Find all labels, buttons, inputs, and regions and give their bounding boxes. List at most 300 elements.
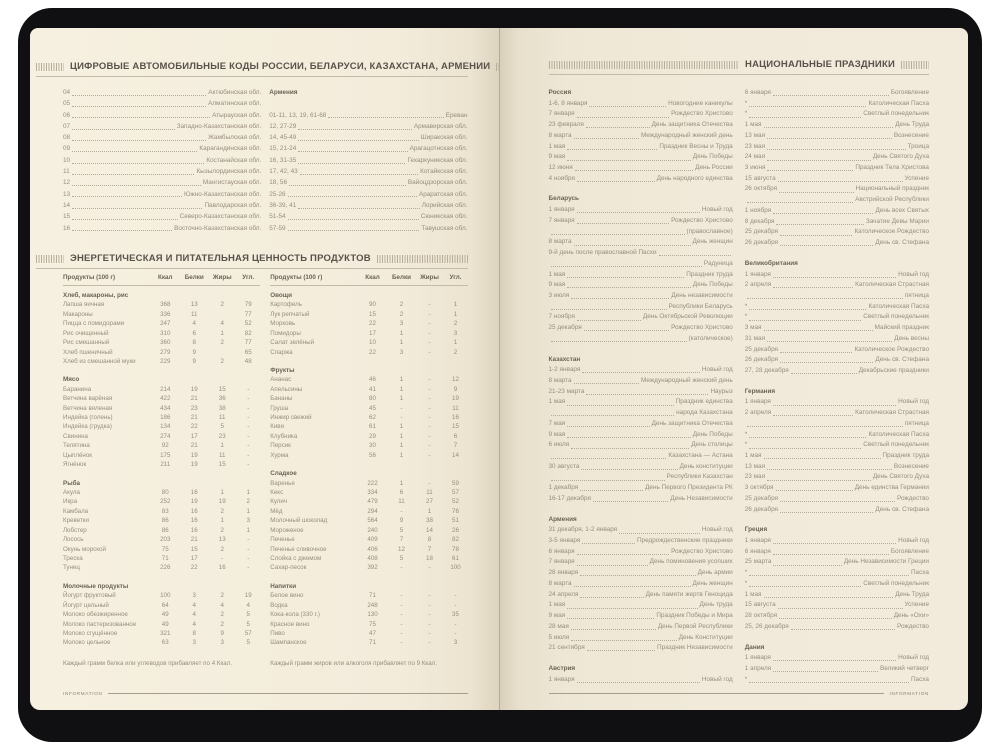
region-name: Тавушская обл. (421, 224, 468, 232)
food-name: Камбала (63, 507, 89, 515)
holiday-name: Новый год (701, 206, 733, 214)
food-value: 29 (369, 432, 376, 440)
code-value: 01-11, 13, 19, 61-68 (269, 111, 327, 119)
dotted-leader (577, 117, 669, 118)
code-value: 15, 21-24 (269, 145, 297, 153)
holiday-date: * (744, 110, 748, 118)
food-value: 1 (453, 301, 458, 309)
holiday-date: * (744, 441, 748, 449)
dotted-leader (581, 469, 677, 470)
food-row (63, 507, 260, 516)
food-value: 64 (161, 601, 169, 609)
holiday-name: День конституции (679, 462, 733, 470)
holiday-name: День Победы (692, 430, 733, 438)
holiday-row (745, 653, 929, 664)
food-value: 1 (220, 329, 224, 337)
holiday-date: 21-23 марта (548, 387, 585, 395)
food-value: 240 (367, 526, 378, 534)
holiday-row (549, 622, 733, 633)
food-value: - (247, 545, 250, 553)
food-row (270, 310, 467, 319)
food-value: 11 (191, 310, 198, 318)
food-value: - (247, 442, 250, 450)
holiday-row (549, 536, 733, 547)
holiday-row (549, 387, 733, 398)
dotted-leader (72, 140, 206, 141)
food-value: 15 (190, 545, 198, 553)
food-group (63, 479, 260, 573)
dotted-leader (574, 383, 639, 384)
food-value: 8 (192, 339, 196, 347)
holidays-column-right (745, 88, 929, 685)
dotted-leader (586, 127, 650, 128)
food-row (63, 385, 260, 394)
holiday-row (745, 217, 929, 228)
holiday-date: 25, 26 декабря (744, 622, 789, 630)
holiday-name: Праздник Весны и Труда (659, 142, 733, 150)
food-value: 92 (161, 442, 169, 450)
footer-label: INFORMATION (63, 691, 103, 696)
holiday-date: 7 января (548, 558, 575, 566)
holiday-row (745, 579, 929, 590)
column-header: Продукты (100 г) (270, 274, 323, 281)
dotted-leader (780, 245, 873, 246)
code-row (269, 223, 467, 234)
code-value: 12 (63, 179, 71, 187)
dotted-leader (773, 213, 873, 214)
food-value: 321 (160, 629, 171, 637)
food-value: 10 (369, 339, 376, 347)
region-name: Котайкская обл. (420, 168, 468, 176)
holiday-name: День поминовения усопших (649, 558, 733, 566)
dotted-leader (571, 448, 689, 449)
code-value: 11 (63, 168, 70, 176)
food-row (270, 591, 467, 600)
food-value: 57 (244, 629, 252, 637)
holiday-name: День независимости (671, 291, 733, 299)
holiday-row (745, 174, 929, 185)
footer-label: INFORMATION (889, 691, 929, 696)
holiday-row (549, 109, 733, 120)
food-value: 9 (220, 629, 224, 637)
food-value: - (400, 611, 403, 619)
food-value: - (247, 395, 250, 403)
food-value: 71 (369, 639, 376, 647)
code-row (269, 155, 467, 166)
holiday-name: Казахстана — Астана (668, 452, 733, 459)
holiday-name: День защитника Отечества (651, 121, 733, 129)
region-name: Армавирская обл. (413, 122, 468, 130)
holiday-name: Новый год (898, 270, 929, 278)
holiday-date: 1 мая (548, 270, 566, 278)
holiday-date: 9 мая (548, 153, 566, 161)
holiday-name: Богоявление (890, 547, 929, 555)
food-value: 16 (218, 564, 226, 572)
holiday-name: Новый год (701, 675, 733, 683)
holiday-name: Рождество (896, 494, 929, 502)
code-row (63, 132, 261, 143)
food-value: 1 (220, 517, 224, 525)
code-value: 07 (63, 122, 71, 130)
holiday-row (549, 323, 733, 334)
holiday-name: Новый год (701, 526, 733, 534)
food-group (63, 582, 260, 648)
food-row (270, 422, 467, 431)
dotted-leader (298, 163, 405, 164)
nutrition-section-header (36, 252, 468, 265)
food-value: 23 (190, 404, 198, 412)
holiday-row (745, 590, 929, 601)
food-row (63, 563, 260, 572)
holiday-row (745, 419, 929, 430)
food-value: 11 (219, 451, 226, 459)
holiday-name: Международный женский день (641, 376, 733, 384)
nutrition-columns (63, 269, 468, 667)
code-value: 12, 27-29 (269, 122, 297, 130)
food-name: Индейка (голень) (63, 414, 113, 422)
holiday-row (745, 483, 929, 494)
food-value: 49 (161, 611, 169, 619)
country-group (549, 88, 733, 184)
holiday-name: Светлый понедельник (863, 110, 929, 118)
holiday-date: 9-й день после православной Пасхи (548, 249, 657, 257)
food-value: 9 (399, 517, 404, 525)
food-value: 1 (399, 395, 404, 403)
food-value: 1 (399, 423, 404, 431)
food-row (270, 638, 467, 647)
holiday-row (549, 600, 733, 611)
holiday-name: Майский праздник (874, 324, 929, 332)
food-value: - (247, 404, 250, 412)
nutrition-column-left (63, 269, 260, 667)
food-value: 13 (218, 536, 226, 544)
food-row (270, 413, 467, 422)
holiday-date: 6 января (744, 89, 771, 96)
holiday-row (549, 291, 733, 302)
dotted-leader (551, 415, 675, 416)
food-value: 1 (453, 339, 458, 347)
food-value: - (247, 385, 250, 393)
food-value: 4 (192, 320, 196, 328)
holiday-date: 28 января (548, 569, 579, 577)
food-name: Белое вино (270, 592, 304, 600)
page-footer (549, 691, 930, 696)
food-value: - (428, 629, 431, 637)
holiday-date: 1 апреля (744, 664, 772, 672)
food-value: 5 (399, 526, 404, 534)
food-name: Инжир свежий (270, 414, 312, 422)
holidays-section-title: НАЦИОНАЛЬНЫЕ ПРАЗДНИКИ (745, 59, 895, 70)
holiday-name: День России (695, 164, 733, 172)
holiday-name: Католическая Страстная (855, 281, 929, 289)
food-row (63, 610, 260, 619)
region-name: Костанайская обл. (206, 156, 262, 164)
food-value: - (454, 620, 457, 628)
food-value: 1 (220, 442, 224, 450)
food-row (270, 629, 467, 638)
food-value: 564 (367, 517, 378, 525)
holiday-name: Светлый понедельник (863, 441, 929, 449)
codes-rows (269, 110, 467, 234)
dotted-leader (767, 160, 871, 161)
holiday-date: 26 октября (744, 185, 778, 193)
column-header: Белки (391, 274, 412, 281)
holiday-date: 9 мая (548, 612, 566, 620)
food-value: 409 (367, 536, 378, 544)
holiday-date: 3 мая (744, 324, 762, 332)
dotted-leader (764, 127, 894, 128)
food-name: Молоко обезжиренное (63, 611, 128, 619)
food-group-title: Фрукты (270, 366, 295, 374)
holiday-name: народа Казахстана (676, 409, 733, 417)
codes-column-kazakhstan (63, 87, 261, 234)
holiday-date: 7 января (548, 110, 575, 118)
food-row (270, 385, 467, 394)
food-value: - (428, 592, 431, 600)
dotted-leader (584, 330, 669, 331)
code-row (63, 200, 261, 211)
region-name: Северо-Казахстанская обл. (179, 213, 262, 221)
food-name: Мёд (270, 507, 283, 515)
food-value: 247 (160, 320, 171, 328)
food-name: Хлеб из смешанной муки (63, 357, 136, 365)
food-value: - (454, 592, 457, 600)
food-name: Пиво (270, 629, 285, 637)
food-value: 229 (160, 357, 171, 365)
holiday-row (549, 483, 733, 494)
food-value: - (247, 554, 250, 562)
codes-columns (63, 87, 468, 234)
country-group (745, 525, 929, 632)
dotted-leader (574, 138, 639, 139)
food-row (63, 319, 260, 328)
holiday-row (745, 291, 929, 302)
dotted-leader (567, 437, 691, 438)
dotted-leader (72, 117, 210, 118)
dotted-leader (328, 117, 443, 118)
food-value: 2 (453, 320, 458, 328)
dotted-leader (551, 309, 667, 310)
food-value: 274 (160, 432, 171, 440)
country-group (745, 643, 929, 686)
food-name: Кекс (270, 489, 284, 497)
holiday-name: Праздник труда (686, 270, 733, 278)
holiday-date: * (744, 430, 748, 438)
food-value: 45 (369, 404, 376, 412)
food-value: 4 (192, 601, 196, 609)
food-group (63, 291, 260, 366)
food-row (270, 610, 467, 619)
food-value: 368 (160, 301, 171, 309)
code-value: 14, 45-49 (269, 134, 297, 142)
food-value: 71 (161, 554, 169, 562)
food-row (63, 413, 260, 422)
food-value: - (400, 404, 403, 412)
food-value: 19 (218, 498, 226, 506)
food-row (63, 329, 260, 338)
food-value: - (428, 442, 431, 450)
holiday-row (549, 227, 733, 238)
holiday-name: День всех Святых (875, 206, 929, 214)
holiday-date: 7 января (548, 216, 575, 224)
food-row (270, 479, 467, 488)
holiday-name: День «Охи» (893, 612, 929, 620)
dotted-leader (791, 629, 895, 630)
holiday-name: Праздник единства (675, 398, 733, 406)
dotted-leader (582, 543, 635, 544)
food-value: - (247, 432, 250, 440)
food-value: 1 (399, 479, 404, 487)
holiday-row (745, 88, 929, 99)
holiday-row (549, 397, 733, 408)
food-row (270, 432, 467, 441)
holiday-name: Австрийской Республики (855, 196, 929, 204)
nutrition-column-headers (270, 273, 467, 286)
code-value: 13 (63, 190, 71, 198)
dotted-leader (298, 140, 418, 141)
holiday-date: 26 декабря (744, 505, 779, 513)
holiday-name: День весны (894, 334, 929, 342)
code-row (63, 121, 261, 132)
holiday-date: 1 ноября (744, 206, 772, 214)
food-value: 16 (190, 517, 198, 525)
nutrition-section (36, 252, 468, 667)
holiday-date: 28 мая (548, 622, 569, 630)
holiday-name: Светлый понедельник (863, 313, 929, 321)
dotted-leader (567, 277, 684, 278)
holiday-row (549, 205, 733, 216)
holiday-date: 1 января (744, 270, 771, 278)
food-value: 3 (453, 329, 458, 337)
food-name: Красное вино (270, 620, 310, 628)
food-name: Ветчина варёная (63, 395, 113, 403)
dotted-leader (72, 185, 201, 186)
holiday-date: 24 апреля (548, 590, 579, 598)
code-value: 15 (63, 213, 71, 221)
food-row (270, 348, 467, 357)
food-value: 52 (244, 320, 252, 328)
food-row (270, 563, 467, 572)
holiday-date: 26 декабря (744, 239, 779, 247)
holiday-date: 3 июня (744, 164, 766, 172)
food-value: 5 (220, 423, 224, 431)
food-value: 22 (369, 348, 376, 356)
food-value (208, 310, 236, 319)
hatch-ornament-icon (377, 255, 468, 263)
food-value: - (428, 620, 431, 628)
holiday-name: День единства Германии (854, 484, 929, 492)
code-row (63, 177, 261, 188)
holiday-date: 8 марта (548, 376, 572, 384)
food-name: Кулич (270, 498, 288, 506)
holiday-row (549, 451, 733, 462)
dotted-leader (72, 106, 206, 107)
holiday-row (745, 440, 929, 451)
food-value: - (400, 601, 403, 609)
country-header: Австрия (548, 664, 576, 672)
food-value: 11 (452, 404, 459, 412)
food-value: 78 (452, 545, 459, 553)
holiday-row (549, 270, 733, 281)
region-name: Павлодарская обл. (204, 201, 262, 209)
food-value: 77 (244, 339, 252, 347)
holiday-row (745, 302, 929, 313)
dotted-leader (72, 230, 172, 231)
food-name: Лобстер (63, 526, 87, 534)
food-value: 2 (220, 339, 224, 347)
food-value: 100 (450, 564, 461, 572)
holiday-date: 1 мая (744, 452, 762, 459)
food-value: 79 (244, 301, 252, 309)
holiday-row (745, 664, 929, 675)
food-value: - (428, 320, 431, 328)
code-value: 51-54 (269, 213, 286, 221)
food-value: 15 (369, 310, 376, 318)
food-value: 48 (244, 357, 252, 365)
holiday-date: 7 мая (548, 419, 566, 427)
food-value: 23 (218, 432, 226, 440)
holiday-row (745, 99, 929, 110)
country-group (745, 88, 929, 249)
holiday-row (745, 280, 929, 291)
food-name: Персик (270, 442, 291, 450)
hatch-ornament-icon (549, 61, 740, 69)
holiday-row (549, 494, 733, 505)
holiday-date: 13 мая (744, 462, 766, 470)
food-value: 65 (244, 348, 252, 356)
dotted-leader (288, 219, 419, 220)
holiday-date: 15 августа (744, 601, 776, 609)
holiday-row (549, 590, 733, 601)
food-value: 252 (160, 498, 171, 506)
dotted-leader (577, 181, 655, 182)
food-row (63, 526, 260, 535)
dotted-leader (574, 586, 691, 587)
food-value: 392 (367, 564, 378, 572)
code-row (63, 166, 261, 177)
code-value: 36-39, 41 (269, 201, 297, 209)
codes-section-header (36, 60, 491, 73)
food-value: 6 (453, 432, 458, 440)
dotted-leader (779, 618, 892, 619)
food-value: 186 (160, 414, 171, 422)
region-name: Лорийская обл. (421, 201, 468, 209)
food-value: 52 (452, 498, 459, 506)
holiday-name: Католическая Пасха (868, 99, 929, 107)
holiday-name: Новый год (898, 654, 929, 662)
region-name: Западно-Казахстанская обл. (176, 122, 262, 130)
food-value: 422 (160, 395, 171, 403)
food-value: 5 (246, 639, 250, 647)
holiday-name: Троица (907, 142, 929, 150)
holiday-name: Рождество (896, 622, 929, 630)
open-pages (30, 28, 968, 710)
food-name: Молоко цельное (63, 639, 111, 647)
dotted-leader (72, 151, 197, 152)
food-value: 334 (367, 489, 378, 497)
food-value: 21 (190, 536, 198, 544)
dotted-leader (288, 230, 420, 231)
holiday-row (745, 345, 929, 356)
food-value: 57 (452, 489, 459, 497)
holiday-date: 15 августа (744, 174, 776, 182)
holiday-row (745, 163, 929, 174)
car-codes-section (36, 60, 491, 234)
food-value: - (400, 564, 403, 572)
food-row (270, 620, 467, 629)
holiday-name: Республики Казахстан (666, 473, 733, 481)
code-value: 17, 42, 43 (269, 168, 298, 176)
